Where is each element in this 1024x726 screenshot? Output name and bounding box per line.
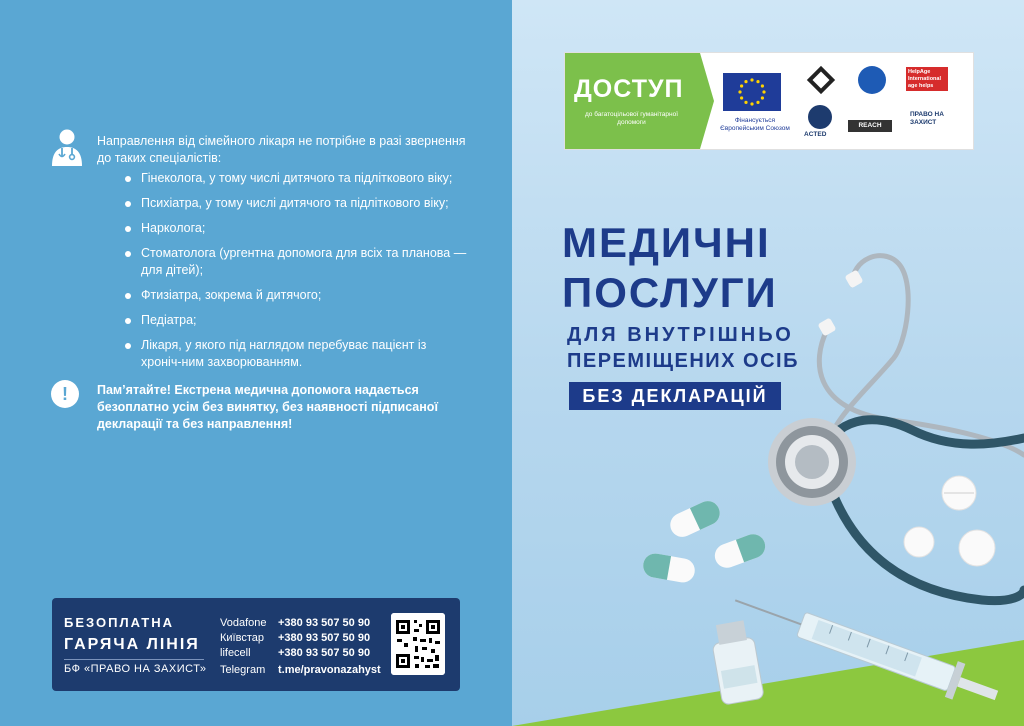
list-item: Педіатра; [108, 312, 468, 329]
acted-logo-icon [808, 105, 832, 129]
intro-text: Направлення від сімейного лікаря не потрібне в разі звернення до таких спеціалістів: [97, 134, 466, 165]
hotline-label: БЕЗОПЛАТНА [64, 615, 175, 630]
hotline-title: ГАРЯЧА ЛІНІЯ [64, 636, 200, 653]
eu-flag-icon [723, 73, 781, 111]
hotline-org: БФ «ПРАВО НА ЗАХИСТ» [64, 663, 207, 675]
subtitle-line: ДЛЯ ВНУТРІШНЬО [567, 324, 794, 346]
phone-number[interactable]: +380 93 507 50 90 [278, 647, 371, 659]
qr-code-icon[interactable] [391, 613, 445, 675]
partner-logo-icon [806, 65, 836, 95]
operator-name: Київстар [220, 632, 264, 644]
doctor-icon [50, 128, 84, 166]
list-item: Психіатра, у тому числі дитячого та підліткового віку; [108, 195, 468, 212]
list-item: Фтизіатра, зокрема й дитячого; [108, 287, 468, 304]
partner-logos [564, 52, 974, 150]
operators-list [220, 616, 267, 661]
subtitle-line: ПЕРЕМІЩЕНИХ ОСІБ [567, 350, 799, 372]
no-declaration-badge: БЕЗ ДЕКЛАРАЦІЙ [569, 382, 781, 410]
operator-name: lifecell [220, 647, 251, 659]
cover-title [562, 218, 778, 318]
medicos-del-mundo-logo [858, 66, 886, 94]
pravo-logo: ПРАВО НА ЗАХИСТ [910, 111, 944, 126]
phones-list [278, 616, 370, 661]
eu-funding-text: Фінансується Європейським Союзом [720, 117, 790, 132]
list-item: Лікаря, у якого під наглядом перебуває пацієнт із хроніч-ним захворюванням. [108, 337, 468, 371]
cover-panel [512, 0, 1024, 726]
title-line: МЕДИЧНІ [562, 219, 771, 266]
phone-number[interactable]: +380 93 507 50 90 [278, 617, 371, 629]
telegram-link[interactable]: t.me/pravonazahyst [278, 664, 381, 676]
specialists-list [108, 170, 468, 379]
reach-logo: REACH [848, 120, 892, 132]
list-item: Гінеколога, у тому числі дитячого та підліткового віку; [108, 170, 468, 187]
acted-label: ACTED [804, 131, 827, 138]
warning-text: Пам’ятайте! Екстрена медична допомога надається безоплатно усім без винятку, без наявності підписаної декларації та без направлення! [97, 383, 438, 431]
list-item: Стоматолога (ургентна допомога для всіх та планова — для дітей); [108, 245, 468, 279]
hotline-box [52, 598, 460, 691]
list-item: Нарколога; [108, 220, 468, 237]
dostup-subtitle: до багатоцільової гуманітарної допомоги [585, 111, 678, 126]
phone-number[interactable]: +380 93 507 50 90 [278, 632, 371, 644]
exclamation-icon: ! [51, 380, 79, 408]
dostup-logo [565, 53, 700, 149]
title-line: ПОСЛУГИ [562, 269, 778, 316]
divider [64, 659, 204, 660]
arrow-icon [700, 53, 714, 149]
dostup-title: ДОСТУП [574, 75, 684, 103]
operator-name: Vodafone [220, 617, 267, 629]
telegram-label: Telegram [220, 664, 266, 676]
helpage-logo: HelpAge International age helps [906, 67, 948, 91]
